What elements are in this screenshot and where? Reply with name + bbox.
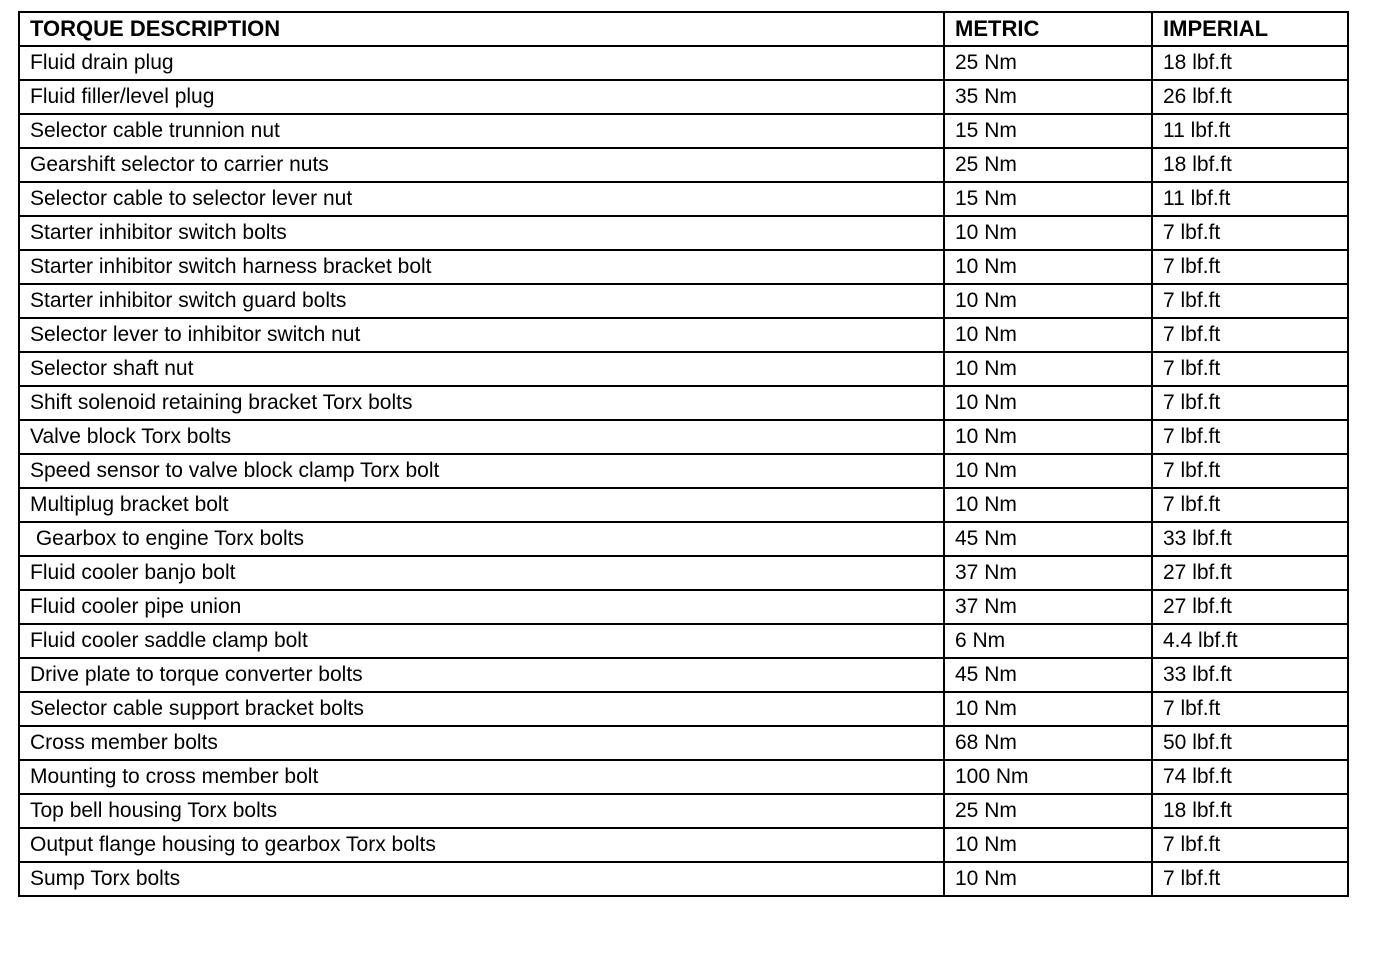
imperial-value-cell: 50 lbf.ft [1152, 726, 1348, 760]
torque-description-cell: Gearbox to engine Torx bolts [19, 522, 944, 556]
metric-value-cell: 10 Nm [944, 250, 1152, 284]
imperial-value-cell: 27 lbf.ft [1152, 590, 1348, 624]
imperial-value-cell: 18 lbf.ft [1152, 46, 1348, 80]
imperial-value-cell: 7 lbf.ft [1152, 488, 1348, 522]
torque-description-cell: Multiplug bracket bolt [19, 488, 944, 522]
table-row [19, 420, 1348, 454]
torque-description-cell: Fluid cooler pipe union [19, 590, 944, 624]
torque-description-cell: Selector lever to inhibitor switch nut [19, 318, 944, 352]
table-row [19, 692, 1348, 726]
torque-description-cell: Valve block Torx bolts [19, 420, 944, 454]
torque-description-cell: Sump Torx bolts [19, 862, 944, 896]
imperial-value-cell: 7 lbf.ft [1152, 318, 1348, 352]
imperial-value-cell: 7 lbf.ft [1152, 250, 1348, 284]
torque-description-cell: Selector cable support bracket bolts [19, 692, 944, 726]
table-row [19, 352, 1348, 386]
torque-description-cell: Mounting to cross member bolt [19, 760, 944, 794]
imperial-value-cell: 7 lbf.ft [1152, 828, 1348, 862]
table-header-row [19, 12, 1348, 46]
table-row [19, 454, 1348, 488]
torque-description-cell: Starter inhibitor switch guard bolts [19, 284, 944, 318]
table-row [19, 148, 1348, 182]
metric-value-cell: 45 Nm [944, 658, 1152, 692]
metric-value-cell: 35 Nm [944, 80, 1152, 114]
metric-value-cell: 10 Nm [944, 692, 1152, 726]
table-row [19, 250, 1348, 284]
table-row [19, 80, 1348, 114]
table-row [19, 488, 1348, 522]
torque-description-cell: Speed sensor to valve block clamp Torx bolt [19, 454, 944, 488]
metric-value-cell: 10 Nm [944, 318, 1152, 352]
torque-description-cell: Fluid cooler saddle clamp bolt [19, 624, 944, 658]
imperial-value-cell: 7 lbf.ft [1152, 420, 1348, 454]
imperial-value-cell: 33 lbf.ft [1152, 522, 1348, 556]
torque-description-cell: Fluid filler/level plug [19, 80, 944, 114]
imperial-value-cell: 18 lbf.ft [1152, 148, 1348, 182]
metric-value-cell: 10 Nm [944, 454, 1152, 488]
torque-description-cell: Top bell housing Torx bolts [19, 794, 944, 828]
metric-value-cell: 10 Nm [944, 488, 1152, 522]
torque-description-cell: Fluid cooler banjo bolt [19, 556, 944, 590]
imperial-value-cell: 33 lbf.ft [1152, 658, 1348, 692]
metric-value-cell: 25 Nm [944, 46, 1152, 80]
metric-value-cell: 15 Nm [944, 182, 1152, 216]
imperial-value-cell: 7 lbf.ft [1152, 216, 1348, 250]
torque-description-cell: Starter inhibitor switch bolts [19, 216, 944, 250]
torque-specification-table [18, 11, 1349, 897]
metric-value-cell: 37 Nm [944, 556, 1152, 590]
column-header-metric: METRIC [944, 12, 1152, 46]
imperial-value-cell: 7 lbf.ft [1152, 352, 1348, 386]
torque-description-cell: Selector cable trunnion nut [19, 114, 944, 148]
table-row [19, 726, 1348, 760]
table-row [19, 216, 1348, 250]
torque-description-cell: Drive plate to torque converter bolts [19, 658, 944, 692]
imperial-value-cell: 7 lbf.ft [1152, 284, 1348, 318]
table-row [19, 284, 1348, 318]
torque-description-cell: Gearshift selector to carrier nuts [19, 148, 944, 182]
imperial-value-cell: 26 lbf.ft [1152, 80, 1348, 114]
table-row [19, 318, 1348, 352]
table-row [19, 556, 1348, 590]
torque-description-cell: Shift solenoid retaining bracket Torx bolts [19, 386, 944, 420]
metric-value-cell: 15 Nm [944, 114, 1152, 148]
imperial-value-cell: 11 lbf.ft [1152, 114, 1348, 148]
imperial-value-cell: 74 lbf.ft [1152, 760, 1348, 794]
metric-value-cell: 10 Nm [944, 284, 1152, 318]
metric-value-cell: 100 Nm [944, 760, 1152, 794]
table-row [19, 760, 1348, 794]
table-row [19, 624, 1348, 658]
table-row [19, 182, 1348, 216]
metric-value-cell: 6 Nm [944, 624, 1152, 658]
table-row [19, 794, 1348, 828]
torque-description-cell: Output flange housing to gearbox Torx bolts [19, 828, 944, 862]
metric-value-cell: 10 Nm [944, 862, 1152, 896]
torque-description-cell: Selector cable to selector lever nut [19, 182, 944, 216]
metric-value-cell: 37 Nm [944, 590, 1152, 624]
table-row [19, 46, 1348, 80]
torque-description-cell: Starter inhibitor switch harness bracket bolt [19, 250, 944, 284]
imperial-value-cell: 7 lbf.ft [1152, 692, 1348, 726]
imperial-value-cell: 7 lbf.ft [1152, 454, 1348, 488]
metric-value-cell: 10 Nm [944, 216, 1152, 250]
imperial-value-cell: 7 lbf.ft [1152, 862, 1348, 896]
metric-value-cell: 10 Nm [944, 828, 1152, 862]
torque-description-cell: Fluid drain plug [19, 46, 944, 80]
metric-value-cell: 10 Nm [944, 420, 1152, 454]
metric-value-cell: 10 Nm [944, 352, 1152, 386]
metric-value-cell: 10 Nm [944, 386, 1152, 420]
imperial-value-cell: 4.4 lbf.ft [1152, 624, 1348, 658]
table-row [19, 522, 1348, 556]
imperial-value-cell: 27 lbf.ft [1152, 556, 1348, 590]
table-row [19, 386, 1348, 420]
metric-value-cell: 25 Nm [944, 148, 1152, 182]
table-row [19, 862, 1348, 896]
imperial-value-cell: 7 lbf.ft [1152, 386, 1348, 420]
table-row [19, 590, 1348, 624]
imperial-value-cell: 18 lbf.ft [1152, 794, 1348, 828]
table-row [19, 658, 1348, 692]
table-body [19, 46, 1348, 896]
torque-description-cell: Selector shaft nut [19, 352, 944, 386]
table-row [19, 828, 1348, 862]
column-header-imperial: IMPERIAL [1152, 12, 1348, 46]
column-header-description: TORQUE DESCRIPTION [19, 12, 944, 46]
metric-value-cell: 45 Nm [944, 522, 1152, 556]
metric-value-cell: 68 Nm [944, 726, 1152, 760]
torque-description-cell: Cross member bolts [19, 726, 944, 760]
metric-value-cell: 25 Nm [944, 794, 1152, 828]
imperial-value-cell: 11 lbf.ft [1152, 182, 1348, 216]
table-row [19, 114, 1348, 148]
